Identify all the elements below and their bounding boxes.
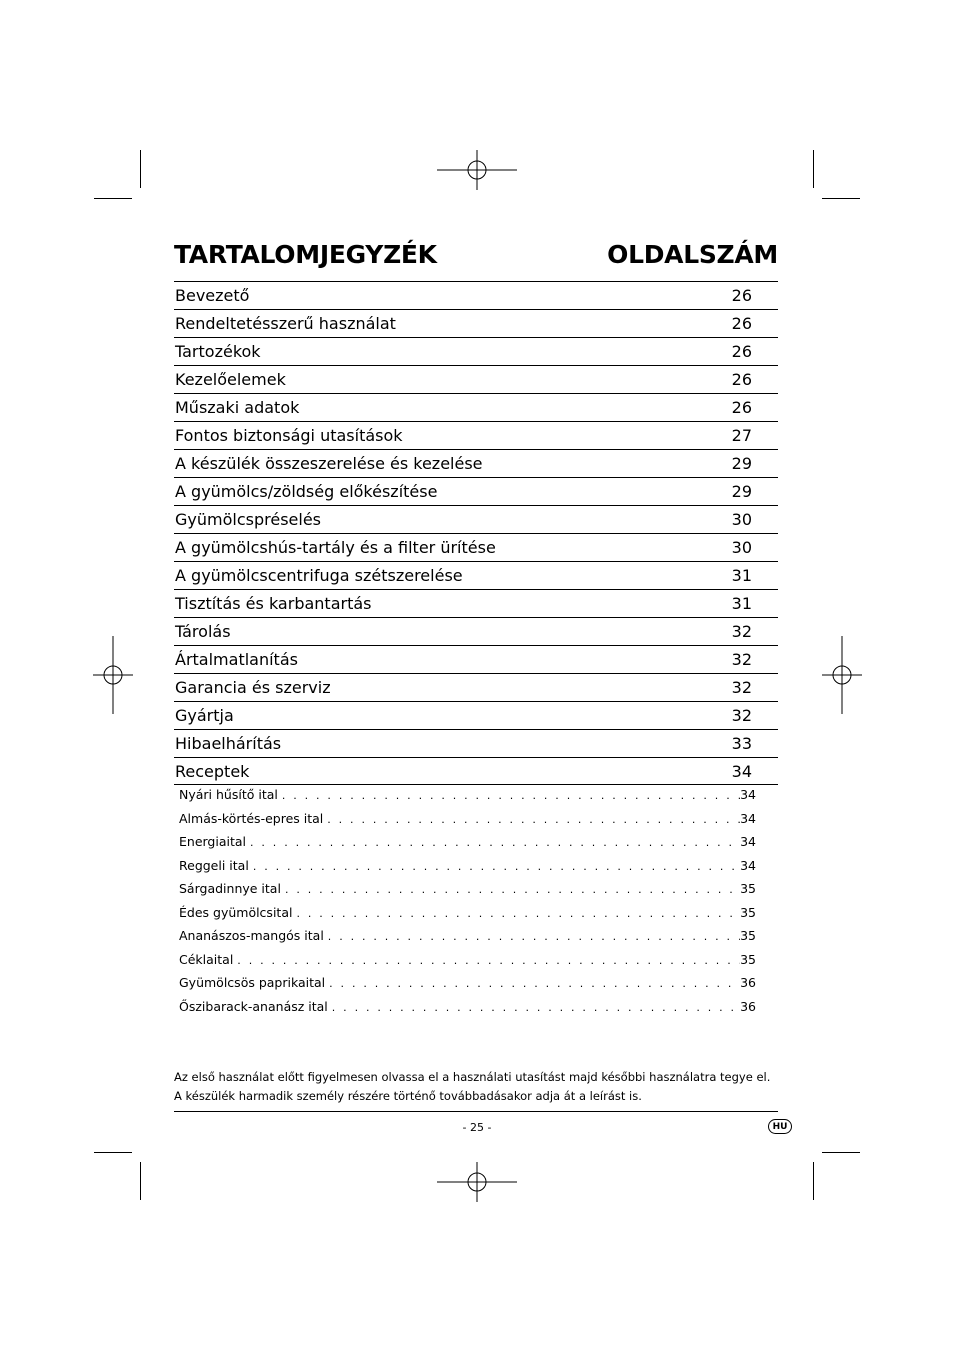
recipe-entry[interactable] [179, 834, 756, 858]
toc-entry-page: 32 [731, 706, 752, 725]
recipe-entry-page: 35 [740, 951, 756, 967]
toc-entry-title: Kezelőelemek [175, 370, 286, 389]
recipe-entry[interactable] [179, 952, 756, 976]
recipe-entry[interactable] [179, 928, 756, 952]
toc-title: TARTALOMJEGYZÉK [174, 240, 437, 269]
dot-leader [237, 954, 740, 967]
recipe-entry-title: Édes gyümölcsital [179, 904, 293, 920]
toc-header [174, 240, 778, 276]
dot-leader [328, 930, 740, 943]
dot-leader [285, 883, 740, 896]
crop-mark [94, 198, 132, 199]
crop-mark [94, 1152, 132, 1153]
dot-leader [332, 1001, 740, 1014]
recipe-entry-page: 36 [740, 975, 756, 990]
toc-entry-title: Tartozékok [175, 342, 261, 361]
toc-entry-page: 32 [731, 650, 752, 669]
toc-entry-title: Gyümölcspréselés [175, 510, 321, 529]
recipe-entry[interactable] [179, 975, 756, 999]
recipe-entry[interactable] [179, 811, 756, 835]
recipe-entry-page: 35 [740, 928, 756, 943]
recipe-entry-page: 34 [740, 787, 756, 802]
recipe-entry-title: Ananászos-mangós ital [179, 928, 324, 943]
recipe-entry-title: Őszibarack-ananász ital [179, 998, 328, 1014]
toc-entry-title: Bevezető [175, 286, 250, 305]
page-number: - 25 - [462, 1121, 492, 1134]
toc-entry[interactable] [174, 729, 778, 757]
recipe-entry[interactable] [179, 787, 756, 811]
toc-entry-page: 31 [731, 566, 752, 585]
toc-entry[interactable] [174, 673, 778, 701]
toc-entry[interactable] [174, 701, 778, 729]
toc-entry-page: 30 [731, 538, 752, 557]
toc-entry-page: 27 [731, 426, 752, 445]
toc-entry-title: A gyümölcs/zöldség előkészítése [175, 482, 438, 501]
recipe-entry[interactable] [179, 858, 756, 882]
toc-entry-title: Tárolás [175, 622, 231, 641]
toc-entry-page: 30 [731, 510, 752, 529]
toc-entry-page: 29 [731, 454, 752, 473]
toc-entry-title: Receptek [175, 762, 250, 781]
toc-entry-page: 33 [731, 734, 752, 753]
toc-entry-page: 26 [731, 370, 752, 389]
toc-entry[interactable] [174, 617, 778, 645]
toc-entry-title: Gyártja [175, 706, 234, 725]
toc-entry[interactable] [174, 421, 778, 449]
crop-mark [140, 150, 141, 188]
toc-entry[interactable] [174, 365, 778, 393]
page-column-heading: OLDALSZÁM [607, 240, 778, 269]
recipe-entry-page: 35 [740, 881, 756, 896]
toc-entry[interactable] [174, 477, 778, 505]
toc-bottom-rule [174, 784, 778, 785]
toc-entry-title: A gyümölcshús-tartály és a filter ürítése [175, 538, 496, 557]
toc-entry-page: 34 [731, 762, 752, 781]
recipe-entry-title: Energiaital [179, 834, 247, 849]
toc-entry-title: A gyümölcscentrifuga szétszerelése [175, 566, 463, 585]
language-badge: HU [768, 1119, 792, 1134]
recipe-entry-title: Sárgadinnye ital [179, 881, 281, 896]
toc-entry-title: Fontos biztonsági utasítások [175, 426, 403, 445]
recipe-entry-page: 34 [740, 834, 756, 849]
recipe-entry-page: 36 [740, 998, 756, 1014]
registration-mark-bottom [437, 1162, 517, 1202]
recipe-entry-title: Nyári hűsítő ital [179, 787, 278, 802]
toc-entry[interactable] [174, 449, 778, 477]
toc-entry[interactable] [174, 309, 778, 337]
registration-mark-top [437, 150, 517, 190]
dot-leader [253, 860, 740, 873]
toc-entry-title: Rendeltetésszerű használat [175, 314, 396, 333]
toc-entry[interactable] [174, 505, 778, 533]
dot-leader [296, 907, 740, 920]
toc-entry-page: 29 [731, 482, 752, 501]
toc-list [174, 281, 778, 785]
crop-mark [813, 150, 814, 188]
recipe-entry-page: 34 [740, 857, 756, 873]
registration-mark-left [93, 636, 133, 714]
toc-entry[interactable] [174, 533, 778, 561]
toc-entry-page: 26 [731, 398, 752, 417]
toc-entry-page: 32 [731, 678, 752, 697]
footer-rule [174, 1111, 778, 1112]
dot-leader [282, 789, 740, 802]
dot-leader [250, 836, 740, 849]
toc-entry-title: Hibaelhárítás [175, 734, 282, 753]
toc-entry[interactable] [174, 337, 778, 365]
recipe-entry-title: Céklaital [179, 951, 234, 967]
toc-entry-title: Ártalmatlanítás [175, 650, 298, 669]
recipe-entry-title: Almás-körtés-epres ital [179, 810, 324, 826]
toc-entry-page: 26 [731, 342, 752, 361]
toc-entry-title: Garancia és szerviz [175, 678, 331, 697]
recipe-entry[interactable] [179, 881, 756, 905]
usage-note-line-1: Az első használat előtt figyelmesen olvassa el a használati utasítást majd későbbi használatra tegye el. [174, 1070, 771, 1084]
toc-entry[interactable] [174, 393, 778, 421]
crop-mark [822, 198, 860, 199]
toc-entry-page: 26 [731, 314, 752, 333]
toc-entry[interactable] [174, 589, 778, 617]
recipe-list [179, 787, 756, 1022]
toc-entry[interactable] [174, 281, 778, 309]
toc-entry[interactable] [174, 757, 778, 785]
toc-entry[interactable] [174, 561, 778, 589]
recipe-entry-title: Gyümölcsös paprikaital [179, 975, 326, 990]
dot-leader [329, 977, 740, 990]
recipe-entry-page: 35 [740, 904, 756, 920]
toc-entry-title: Tisztítás és karbantartás [175, 594, 372, 613]
toc-entry-title: A készülék összeszerelése és kezelése [175, 454, 483, 473]
recipe-entry[interactable] [179, 905, 756, 929]
registration-mark-right [822, 636, 862, 714]
crop-mark [813, 1162, 814, 1200]
recipe-entry-title: Reggeli ital [179, 857, 249, 873]
dot-leader [327, 813, 740, 826]
toc-entry[interactable] [174, 645, 778, 673]
toc-entry-title: Műszaki adatok [175, 398, 300, 417]
recipe-entry[interactable] [179, 999, 756, 1023]
crop-mark [822, 1152, 860, 1153]
toc-entry-page: 32 [731, 622, 752, 641]
toc-entry-page: 31 [731, 594, 752, 613]
toc-entry-page: 26 [731, 286, 752, 305]
usage-note-line-2: A készülék harmadik személy részére történő továbbadásakor adja át a leírást is. [174, 1089, 642, 1103]
recipe-entry-page: 34 [740, 810, 756, 826]
crop-mark [140, 1162, 141, 1200]
